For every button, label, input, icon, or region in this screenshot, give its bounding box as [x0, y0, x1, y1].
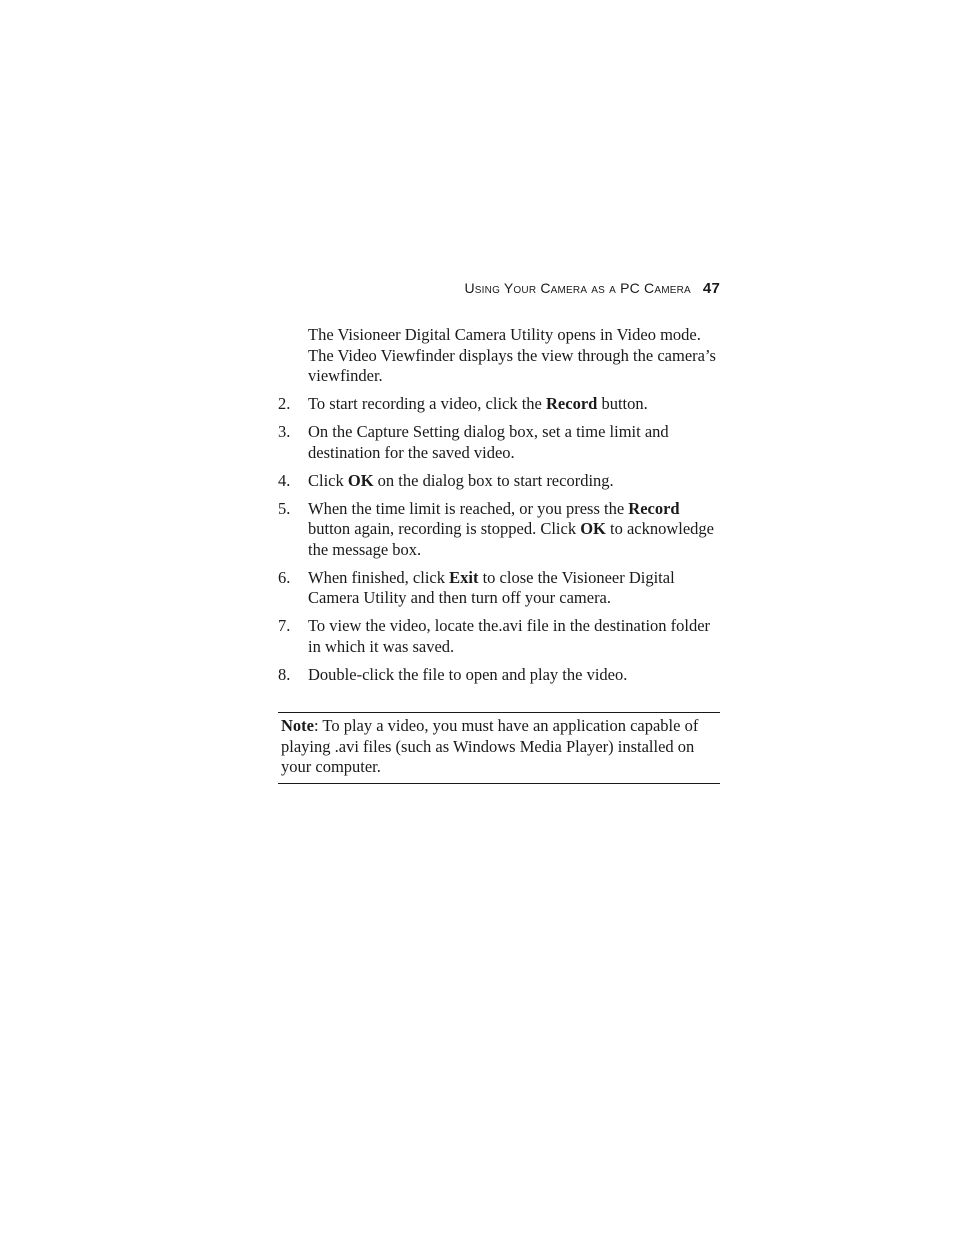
step-number: 6. [278, 567, 291, 587]
list-item: 3. On the Capture Setting dialog box, set a time limit and destination for the saved video. [278, 422, 669, 462]
list-item: 4. Click OK on the dialog box to start recording. [278, 470, 614, 490]
step-number: 7. [278, 616, 291, 635]
step-number: 5. [278, 498, 291, 518]
note-label: Note [281, 716, 314, 735]
steps-list [278, 394, 720, 693]
list-item: 8. Double-click the file to open and play the video. [278, 664, 628, 684]
list-item: 5. When the time limit is reached, or you press the Record button again, recording is stopped. Click OK to acknowledge the message box. [278, 498, 715, 559]
intro-paragraph: The Visioneer Digital Camera Utility opens in Video mode. The Video Viewfinder displays the view through the camera’s viewfinder. [308, 325, 716, 385]
list-item: 2. To start recording a video, click the Record button. [278, 394, 648, 413]
note-text: : To play a video, you must have an application capable of playing .avi files (such as Windows Media Player) installed on your computer. [281, 716, 699, 776]
header-title: Using Your Camera as a PC Camera [464, 280, 691, 296]
page-number: 47 [702, 280, 720, 297]
step-number: 2. [278, 394, 291, 413]
running-header [420, 280, 720, 297]
list-item: 7. To view the video, locate the.avi file in the destination folder in which it was saved. [278, 616, 711, 656]
list-item: 6. When finished, click Exit to close the Visioneer Digital Camera Utility and then turn off your camera. [278, 567, 675, 607]
step-number: 4. [278, 470, 291, 490]
step-number: 3. [278, 422, 291, 441]
step-number: 8. [278, 664, 291, 684]
note-box [278, 712, 720, 784]
